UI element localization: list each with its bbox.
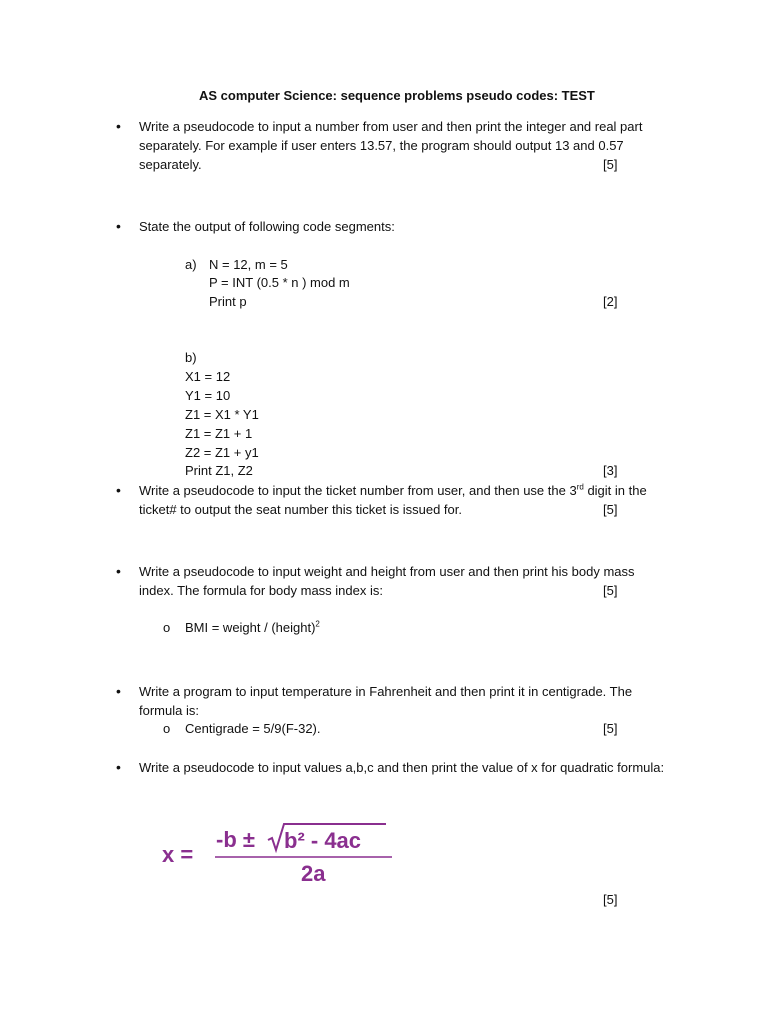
q4-formula bbox=[185, 620, 320, 635]
quadratic-lhs: x = bbox=[162, 842, 194, 867]
q3-line1 bbox=[139, 483, 647, 498]
q4-formula-text: BMI = weight / (height) bbox=[185, 620, 316, 635]
quadratic-formula bbox=[160, 820, 400, 890]
quadratic-numerator-left: -b ± bbox=[216, 827, 255, 852]
q5-marks: [5] bbox=[603, 721, 618, 736]
bullet-icon: • bbox=[116, 563, 121, 579]
q1-marks: [5] bbox=[603, 157, 618, 172]
page-title: AS computer Science: sequence problems pseudo codes: TEST bbox=[199, 88, 595, 103]
q2a-label: a) bbox=[185, 257, 197, 272]
q3-ordinal-suffix: rd bbox=[576, 482, 584, 492]
q1-line1: Write a pseudocode to input a number from user and then print the integer and real part bbox=[139, 119, 643, 134]
q2b-line: Print Z1, Z2 bbox=[185, 463, 253, 478]
quadratic-denominator: 2a bbox=[301, 861, 326, 886]
bullet-icon: • bbox=[116, 759, 121, 775]
sub-bullet-icon: o bbox=[163, 721, 171, 736]
q5-formula: Centigrade = 5/9(F-32). bbox=[185, 721, 321, 736]
bullet-icon: • bbox=[116, 118, 121, 134]
q4-formula-exponent: 2 bbox=[315, 619, 320, 629]
quadratic-radicand: b² - 4ac bbox=[284, 828, 362, 853]
q3-marks: [5] bbox=[603, 502, 618, 517]
q2b-label: b) bbox=[185, 350, 197, 365]
q5-line2: formula is: bbox=[139, 703, 199, 718]
q4-marks: [5] bbox=[603, 583, 618, 598]
q2b-line: X1 = 12 bbox=[185, 369, 231, 384]
q2-intro: State the output of following code segments: bbox=[139, 219, 395, 234]
sub-bullet-icon: o bbox=[163, 620, 171, 635]
q6-marks: [5] bbox=[603, 892, 618, 907]
q3-line2: ticket# to output the seat number this ticket is issued for. bbox=[139, 502, 463, 517]
q2b-marks: [3] bbox=[603, 463, 618, 478]
q2a-line2: P = INT (0.5 * n ) mod m bbox=[209, 275, 350, 290]
q6-line1: Write a pseudocode to input values a,b,c and then print the value of x for quadratic formula: bbox=[139, 760, 665, 775]
q3-line1-tail: digit in the bbox=[583, 483, 647, 498]
q1-line3: separately. bbox=[139, 157, 202, 172]
q4-line1: Write a pseudocode to input weight and height from user and then print his body mass bbox=[139, 564, 635, 579]
q3-line1-text: Write a pseudocode to input the ticket number from user, and then use the 3 bbox=[139, 483, 577, 498]
q2a-line3: Print p bbox=[209, 294, 247, 309]
q2b-line: Z1 = Z1 + 1 bbox=[185, 426, 253, 441]
q4-line2: index. The formula for body mass index is: bbox=[139, 583, 383, 598]
q5-line1: Write a program to input temperature in Fahrenheit and then print it in centigrade. The bbox=[139, 684, 633, 699]
q2b-line: Y1 = 10 bbox=[185, 388, 231, 403]
bullet-icon: • bbox=[116, 482, 121, 498]
q2b-line: Z2 = Z1 + y1 bbox=[185, 445, 259, 460]
bullet-icon: • bbox=[116, 683, 121, 699]
q2a-marks: [2] bbox=[603, 294, 618, 309]
q2a-line1: N = 12, m = 5 bbox=[209, 257, 288, 272]
bullet-icon: • bbox=[116, 218, 121, 234]
q1-line2: separately. For example if user enters 13.57, the program should output 13 and 0.57 bbox=[139, 138, 624, 153]
q2b-line: Z1 = X1 * Y1 bbox=[185, 407, 259, 422]
